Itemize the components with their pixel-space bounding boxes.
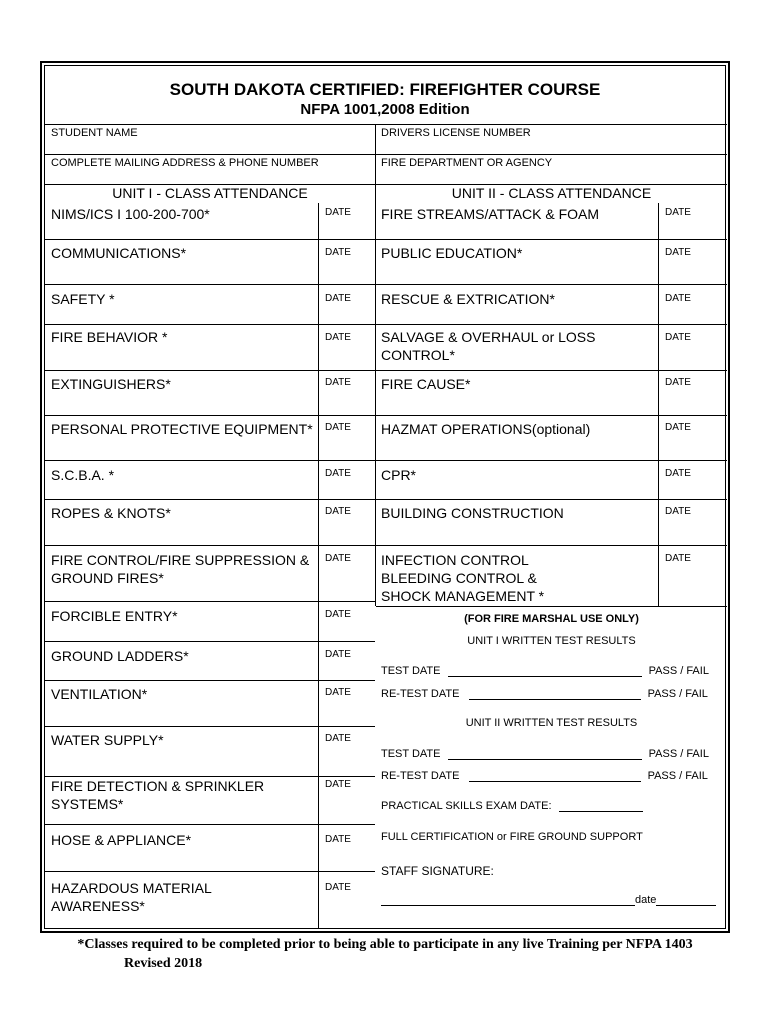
form-title: SOUTH DAKOTA CERTIFIED: FIREFIGHTER COURSE [169, 80, 601, 99]
practical-skills-label: PRACTICAL SKILLS EXAM DATE: [381, 800, 552, 812]
date-field[interactable]: DATE [325, 377, 351, 388]
revised-label: Revised 2018 [124, 956, 203, 971]
row-divider [45, 871, 375, 872]
date-field[interactable]: DATE [325, 834, 351, 845]
form-subtitle: NFPA 1001,2008 Edition [300, 101, 470, 118]
row-divider [376, 324, 727, 325]
date-field[interactable]: DATE [325, 207, 351, 218]
drivers-license-field[interactable]: DRIVERS LICENSE NUMBER [381, 127, 531, 139]
test-date-label: TEST DATE [381, 665, 441, 677]
row-divider [376, 284, 727, 285]
test-date-line[interactable] [448, 676, 642, 677]
unit1-row: ROPES & KNOTS* [51, 505, 171, 521]
pass-fail-label: PASS / FAIL [647, 688, 708, 700]
retest-date-label: RE-TEST DATE [381, 688, 460, 700]
date-field[interactable]: DATE [325, 506, 351, 517]
date-field[interactable]: DATE [665, 293, 691, 304]
pass-fail-label: PASS / FAIL [647, 770, 708, 782]
unit2-row: RESCUE & EXTRICATION* [381, 291, 555, 307]
unit1-row: S.C.B.A. * [51, 467, 115, 483]
unit1-row: GROUND LADDERS* [51, 648, 189, 664]
date-label: date [635, 894, 657, 906]
unit1-results-heading: UNIT I WRITTEN TEST RESULTS [467, 635, 636, 647]
unit1-row: NIMS/ICS I 100-200-700* [51, 206, 210, 222]
date-field[interactable]: DATE [325, 687, 351, 698]
unit2-row: PUBLIC EDUCATION* [381, 245, 523, 261]
row-divider [376, 239, 727, 240]
pass-fail-label: PASS / FAIL [648, 748, 709, 760]
date-field[interactable]: DATE [665, 468, 691, 479]
date-field[interactable]: DATE [325, 553, 351, 564]
date-field[interactable]: DATE [665, 422, 691, 433]
signature-date-line[interactable] [656, 905, 716, 906]
form-frame [40, 61, 730, 933]
unit2-row: CPR* [381, 467, 417, 483]
row-divider [45, 680, 375, 681]
date-field[interactable]: DATE [325, 422, 351, 433]
practical-skills-row [381, 800, 643, 812]
pass-fail-label: PASS / FAIL [648, 665, 709, 677]
date-field[interactable]: DATE [325, 247, 351, 258]
retest-date-label: RE-TEST DATE [381, 770, 460, 782]
row-divider [45, 370, 375, 371]
staff-signature-label: STAFF SIGNATURE: [381, 864, 494, 878]
row-divider [45, 726, 375, 727]
footer-note: *Classes required to be completed prior to being able to participate in any live Training per NFPA 1403 [77, 937, 693, 952]
date-column-divider [318, 203, 319, 928]
date-field[interactable]: DATE [665, 506, 691, 517]
test-date-line[interactable] [448, 759, 642, 760]
form-inner-border [44, 65, 726, 929]
fire-marshal-heading: (FOR FIRE MARSHAL USE ONLY) [464, 613, 639, 625]
row-divider [45, 415, 375, 416]
unit2-row: SALVAGE & OVERHAUL or LOSS CONTROL* [381, 329, 596, 363]
date-field[interactable]: DATE [325, 882, 351, 893]
unit1-row: VENTILATION* [51, 686, 148, 702]
signature-row [381, 894, 716, 906]
unit1-row: EXTINGUISHERS* [51, 376, 171, 392]
retest-date-line[interactable] [469, 781, 641, 782]
unit1-heading: UNIT I - CLASS ATTENDANCE [112, 185, 308, 201]
row-divider [45, 324, 375, 325]
unit2-retest-date-row [381, 770, 708, 782]
row-divider [45, 545, 375, 546]
row-divider [376, 460, 727, 461]
unit2-row: INFECTION CONTROL BLEEDING CONTROL & SHOCK MANAGEMENT * [381, 552, 545, 604]
student-name-field[interactable]: STUDENT NAME [51, 127, 138, 139]
row-divider [45, 460, 375, 461]
retest-date-line[interactable] [469, 699, 641, 700]
row-divider [376, 415, 727, 416]
date-field[interactable]: DATE [665, 332, 691, 343]
unit1-row: FORCIBLE ENTRY* [51, 608, 178, 624]
row-divider [376, 545, 727, 546]
unit2-heading: UNIT II - CLASS ATTENDANCE [451, 185, 652, 201]
unit1-row: COMMUNICATIONS* [51, 245, 187, 261]
row-divider [45, 284, 375, 285]
date-field[interactable]: DATE [325, 733, 351, 744]
signature-line[interactable] [381, 905, 635, 906]
date-field[interactable]: DATE [325, 649, 351, 660]
unit2-row: FIRE CAUSE* [381, 376, 471, 392]
date-field[interactable]: DATE [325, 779, 351, 790]
mailing-address-field[interactable]: COMPLETE MAILING ADDRESS & PHONE NUMBER [51, 157, 319, 169]
unit2-row: BUILDING CONSTRUCTION [381, 505, 564, 521]
fire-department-field[interactable]: FIRE DEPARTMENT OR AGENCY [381, 157, 553, 169]
unit1-retest-date-row [381, 688, 708, 700]
full-certification-label[interactable]: FULL CERTIFICATION or FIRE GROUND SUPPORT [381, 831, 643, 843]
row-divider [45, 499, 375, 500]
date-field[interactable]: DATE [665, 553, 691, 564]
date-field[interactable]: DATE [325, 609, 351, 620]
row-divider [45, 239, 375, 240]
unit2-row: HAZMAT OPERATIONS(optional) [381, 421, 591, 437]
row-divider [376, 499, 727, 500]
date-field[interactable]: DATE [665, 377, 691, 388]
row-divider [45, 601, 375, 602]
row-divider [45, 641, 375, 642]
test-date-label: TEST DATE [381, 748, 441, 760]
date-field[interactable]: DATE [325, 332, 351, 343]
date-field[interactable]: DATE [325, 468, 351, 479]
unit1-row: HOSE & APPLIANCE* [51, 832, 192, 848]
date-field[interactable]: DATE [665, 207, 691, 218]
unit1-row: FIRE CONTROL/FIRE SUPPRESSION & GROUND FIRES* [51, 552, 310, 586]
unit1-row: WATER SUPPLY* [51, 732, 164, 748]
row-divider [45, 824, 375, 825]
unit1-row: PERSONAL PROTECTIVE EQUIPMENT* [51, 421, 313, 437]
unit1-row: HAZARDOUS MATERIAL AWARENESS* [51, 880, 212, 914]
unit2-results-heading: UNIT II WRITTEN TEST RESULTS [465, 717, 638, 729]
unit1-row: FIRE BEHAVIOR * [51, 329, 168, 345]
unit1-row: SAFETY * [51, 291, 115, 307]
unit1-test-date-row [381, 665, 709, 677]
unit1-row: FIRE DETECTION & SPRINKLER SYSTEMS* [51, 778, 265, 812]
row-divider [376, 370, 727, 371]
practical-date-line[interactable] [559, 811, 643, 812]
unit2-test-date-row [381, 748, 709, 760]
unit2-row: FIRE STREAMS/ATTACK & FOAM [381, 206, 600, 222]
row-divider [376, 606, 727, 607]
date-field[interactable]: DATE [665, 247, 691, 258]
date-field[interactable]: DATE [325, 293, 351, 304]
